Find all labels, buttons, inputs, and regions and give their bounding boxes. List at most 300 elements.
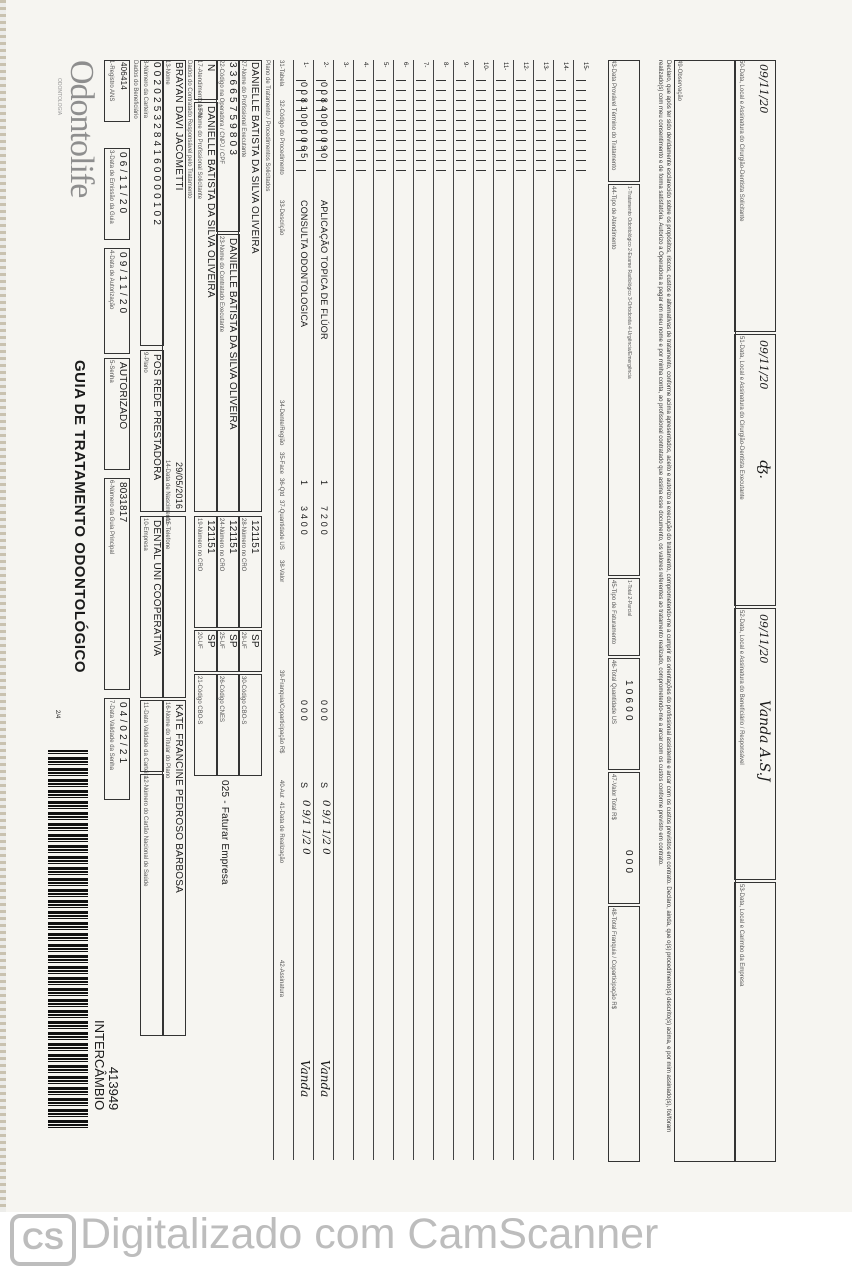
row-number: 1- (302, 62, 308, 68)
cell-divider (436, 150, 446, 151)
sig-cirurgiao-box (734, 60, 776, 332)
data-autorizacao: 0 9 / 1 1 / 2 0 (117, 252, 128, 314)
titular-label: 16-Nome do Titular do Plano (164, 702, 170, 779)
cell-divider (476, 160, 486, 161)
cell-divider (356, 140, 366, 141)
cnes-label: 26-Código CNES (218, 676, 224, 723)
atendimento-rn-box (194, 60, 218, 100)
row-number: 10- (482, 62, 488, 71)
cell-divider (456, 130, 466, 131)
senha-box (104, 358, 130, 470)
row-number: 15- (582, 62, 588, 71)
valor-total-box (608, 772, 640, 904)
cell-divider (376, 120, 386, 121)
cbo-executante-label: 30-Código CBO-S (240, 676, 246, 725)
sig-empresa-label: 53-Data, Local e Carimbo da Empresa (738, 884, 744, 987)
cell-divider (576, 150, 586, 151)
cell-divider (436, 170, 446, 171)
cell-divider (456, 160, 466, 161)
cell-divider (356, 150, 366, 151)
cell-divider (336, 150, 346, 151)
observacao-box (674, 60, 736, 1162)
cell-divider (376, 110, 386, 111)
form-title: GUIA DE TRATAMENTO ODONTOLÓGICO (71, 360, 88, 673)
col-data-realizacao: 41-Data de Realização (278, 802, 284, 864)
sig-executante-box (734, 334, 776, 606)
sig-executante-date: 09/11/20 (757, 340, 770, 390)
total-franquia-label: 48-Total Franquia / Coparticipação R$ (610, 908, 616, 1010)
cell-divider (296, 160, 306, 161)
cell-divider (536, 160, 546, 161)
cro-executante: 121151 (249, 520, 260, 554)
row-number: 11- (502, 62, 508, 71)
table-row (473, 60, 494, 1160)
sig-beneficiario-label: 52-Data, Local e Assinatura do Beneficiário / Responsável (738, 610, 744, 765)
cell-divider (356, 90, 366, 91)
senha-label: 5-Senha (108, 360, 114, 383)
cell-divider (336, 130, 346, 131)
profissional-executante-box (238, 60, 262, 512)
cell-divider (576, 90, 586, 91)
cell-divider (496, 120, 506, 121)
contratado-label: 23-Nome do Contratado Executante (218, 236, 224, 333)
uf-executante: SP (249, 634, 260, 648)
uf-executante-box (238, 630, 262, 672)
data-emissao: 0 6 / 1 1 / 2 0 (117, 152, 128, 214)
cell-divider (576, 80, 586, 81)
row-number: 2- (322, 62, 328, 68)
cro-solicitante-label: 19-Número no CRO (196, 518, 202, 572)
sig-beneficiario-date: 09/11/20 (757, 614, 770, 664)
cell-divider (536, 110, 546, 111)
cell-divider (376, 80, 386, 81)
cell-divider (336, 90, 346, 91)
col-valor: 38-Valor (278, 560, 284, 583)
procedure-franquia: 0 0 0 (299, 700, 309, 722)
sig-cirurgiao-label: 50-Data, Local e Assinatura do Cirurgião-Dentista Solicitante (738, 60, 744, 222)
table-row (293, 60, 314, 1160)
guia-principal-label: 6-Número da Guia Principal (108, 480, 114, 555)
cell-divider (456, 100, 466, 101)
cell-divider (556, 150, 566, 151)
tipo-faturamento-box (608, 578, 640, 656)
row-number: 7- (422, 62, 428, 68)
procedure-code: 0 0 8 1 0 0 0 0 6 5 (299, 82, 309, 159)
registro-ans-label: 1-Registro ANS (108, 60, 114, 102)
col-codigo: 32-Código do Procedimento (278, 100, 284, 175)
cell-divider (576, 110, 586, 111)
plano-label: 9-Plano (142, 352, 148, 373)
guia-principal-box (104, 478, 130, 690)
profissional-executante-label: 27-Nome do Profissional Executante (240, 60, 246, 158)
cell-divider (436, 80, 446, 81)
row-number: 3- (342, 62, 348, 68)
procedures-header (273, 60, 292, 1160)
cell-divider (416, 90, 426, 91)
tipo-atendimento-options: 1-Tratamento Odontológico 2-Exame Radiológico 3-Ortodontia 4-Urgência/Emergência (626, 186, 632, 379)
contratado: DANIELLE BATISTA DA SILVA OLIVEIRA (227, 238, 238, 430)
senha: AUTORIZADO (117, 362, 128, 430)
table-row (413, 60, 434, 1160)
cbo-solicitante-label: 21-Código CBO-S (196, 676, 202, 725)
row-number: 12- (522, 62, 528, 71)
cell-divider (336, 80, 346, 81)
col-tabela: 31-Tabela (278, 60, 284, 87)
cell-divider (316, 80, 326, 81)
cell-divider (576, 160, 586, 161)
cell-divider (376, 170, 386, 171)
cell-divider (416, 110, 426, 111)
cell-divider (376, 140, 386, 141)
uf-contratado-box (216, 630, 240, 672)
cns-box (140, 774, 164, 1036)
profissional-solicitante-box (194, 102, 218, 512)
cell-divider (556, 160, 566, 161)
sig-empresa-box (734, 882, 776, 1162)
procedure-aut: S (319, 782, 329, 789)
total-qtd-us: 1 0 6 0 0 (623, 680, 634, 721)
cell-divider (376, 150, 386, 151)
cell-divider (536, 140, 546, 141)
cell-divider (516, 140, 526, 141)
nascimento: 29/05/2016 (174, 462, 184, 510)
cell-divider (396, 130, 406, 131)
cell-divider (396, 120, 406, 121)
data-autorizacao-label: 4-Data de Autorização (108, 250, 114, 310)
cell-divider (476, 170, 486, 171)
sig-beneficiario-box (734, 608, 776, 880)
cell-divider (556, 120, 566, 121)
declaration-text: Declaro, que após ter sido devidamente esclarecido sobre os propósitos, riscos, custos e alternativas de tratamento, conforme acima apresentados, aceito e autorizo a execução do tratamento, comprometendo-me a cumprir as orientações do profissional assistente e arcar com os custos previstos em contrato. Declaro, ainda, que o(s) procedimento(s) descrito(s) acima, e por mim assinado(s), foi/foram realizado(s) com meu consentimento e de forma satisfatória. Autorizo a Operadora a pagar em meu nome e por minha conta, ao profissional contratado que assina esse documento, os valores referentes ao tratamento realizado, comprometendo-me a arcar com os custos conforme previsto em contrato. (657, 60, 671, 1133)
cell-divider (536, 100, 546, 101)
telefone-box (162, 516, 186, 698)
empresa-box (140, 516, 164, 698)
cell-divider (436, 160, 446, 161)
cell-divider (336, 110, 346, 111)
data-emissao-box (104, 148, 130, 240)
cell-divider (356, 80, 366, 81)
cell-divider (396, 170, 406, 171)
titular-box (162, 700, 186, 1036)
table-row (373, 60, 394, 1160)
procedure-qtd: 1 (299, 480, 309, 486)
cro-contratado: 121151 (227, 520, 238, 554)
row-number: 5- (382, 62, 388, 68)
cell-divider (496, 90, 506, 91)
data-termino-label: 43-Data Provável Término do Tratamento (610, 60, 616, 171)
validade-senha: 0 4 / 0 2 / 2 1 (117, 702, 128, 764)
page-indicator: 2/4 (54, 710, 60, 719)
guide-number (92, 1020, 120, 1110)
cell-divider (356, 160, 366, 161)
validade-carteira-label: 11-Data Validade da Carteira (142, 702, 148, 779)
cell-divider (536, 80, 546, 81)
contratado-box (216, 234, 240, 512)
cell-divider (316, 170, 326, 171)
table-row (353, 60, 374, 1160)
cell-divider (416, 80, 426, 81)
cell-divider (496, 150, 506, 151)
col-franquia: 39-Franquia/Coparticipação R$ (278, 670, 284, 754)
cell-divider (476, 110, 486, 111)
cell-divider (476, 150, 486, 151)
cell-divider (436, 130, 446, 131)
cell-divider (516, 170, 526, 171)
valor-total: 0 0 0 (623, 850, 634, 874)
observacao-label: 49-Observação (676, 60, 682, 102)
validade-senha-label: 7-Data Validade da Senha (108, 700, 114, 770)
plano-tratamento-label: Plano de Tratamento / Procedimentos Solicitados (264, 60, 270, 192)
table-row (513, 60, 534, 1160)
cell-divider (416, 160, 426, 161)
table-row (433, 60, 454, 1160)
data-autorizacao-box (104, 248, 130, 354)
cell-divider (416, 150, 426, 151)
table-row (333, 60, 354, 1160)
cell-divider (556, 90, 566, 91)
titular: KATE FRANCINE PEDROSO BARBOSA (173, 704, 184, 893)
cell-divider (456, 140, 466, 141)
cro-executante-label: 28-Número no CRO (240, 518, 246, 572)
table-row (553, 60, 574, 1160)
dados-beneficiario-label: Dados do Beneficiário (132, 60, 138, 119)
cell-divider (556, 140, 566, 141)
cell-divider (496, 100, 506, 101)
valor-total-label: 47-Valor Total R$ (610, 774, 616, 820)
cell-divider (536, 130, 546, 131)
cell-divider (496, 110, 506, 111)
cro-solicitante-box (194, 516, 218, 628)
atendimento-rn: N (205, 64, 216, 72)
cell-divider (496, 160, 506, 161)
nome-label: 13-Nome (164, 60, 170, 85)
cell-divider (456, 150, 466, 151)
cell-divider (356, 110, 366, 111)
cell-divider (396, 100, 406, 101)
uf-contratado-label: 25-UF (218, 632, 224, 649)
procedure-signature: Vanda (298, 1060, 312, 1098)
cell-divider (556, 100, 566, 101)
cro-executante-box (238, 516, 262, 628)
sig-executante-label: 51-Data, Local e Assinatura do Cirurgião-Dentista Executante (738, 336, 744, 500)
cell-divider (516, 150, 526, 151)
row-number: 9- (462, 62, 468, 68)
profissional-executante: DANIELLE BATISTA DA SILVA OLIVEIRA (249, 62, 260, 254)
cbo-executante-box (238, 674, 262, 776)
camscanner-text: Digitalizado com CamScanner (80, 1210, 659, 1258)
tipo-atendimento-box (608, 184, 640, 576)
total-franquia-box (608, 906, 640, 1162)
row-number: 8- (442, 62, 448, 68)
procedure-date: 0 9/1 1/2 0 (320, 800, 331, 855)
row-number: 14- (562, 62, 568, 71)
cell-divider (516, 100, 526, 101)
camscanner-logo: CS (10, 1214, 76, 1266)
carteira-label: 8-Número da Carteira (142, 60, 148, 119)
cell-divider (556, 130, 566, 131)
cell-divider (376, 130, 386, 131)
cell-divider (576, 100, 586, 101)
validade-senha-box (104, 698, 130, 800)
uf-solicitante-box (194, 630, 218, 672)
guide-type: INTERCÂMBIO (92, 1020, 107, 1111)
cell-divider (396, 110, 406, 111)
total-qtd-us-label: 46-Total Quantidade US (610, 660, 616, 725)
uf-contratado: SP (227, 634, 238, 648)
sig-beneficiario-name: Vanda A.S.J (756, 700, 772, 782)
cell-divider (476, 130, 486, 131)
cns-label: 12-Número do Cartão Nacional de Saúde (142, 776, 148, 887)
cell-divider (476, 100, 486, 101)
faturar-empresa: 025 - Faturar Empresa (219, 780, 230, 885)
cell-divider (396, 140, 406, 141)
cell-divider (436, 140, 446, 141)
cell-divider (336, 120, 346, 121)
cell-divider (336, 170, 346, 171)
procedure-date: 0 9/1 1/2 0 (300, 800, 311, 855)
cell-divider (536, 150, 546, 151)
cell-divider (456, 110, 466, 111)
cell-divider (576, 170, 586, 171)
cell-divider (356, 120, 366, 121)
cell-divider (316, 160, 326, 161)
validade-carteira-box (140, 700, 164, 772)
procedure-description: CONSULTA ODONTOLOGICA (299, 200, 309, 328)
dados-contratado-label: Dados do Contratado Responsável pelo Tratamento (186, 60, 192, 199)
barcode (48, 750, 88, 1130)
tipo-atendimento-label: 44-Tipo de Atendimento (610, 186, 616, 250)
cell-divider (416, 120, 426, 121)
col-qtd: 36-Qtd (278, 478, 284, 497)
cbo-solicitante-box (194, 674, 218, 776)
table-row (533, 60, 554, 1160)
cell-divider (396, 160, 406, 161)
cell-divider (396, 150, 406, 151)
col-face: 35-Face (278, 452, 284, 475)
nome-beneficiario: BRAYAN DAVI JACOMETTI (173, 62, 184, 191)
cell-divider (576, 140, 586, 141)
uf-solicitante-label: 20-UF (196, 632, 202, 649)
telefone-label: 15-Telefone (164, 518, 170, 550)
guide-number-value: 413949 (106, 1066, 121, 1111)
cell-divider (436, 100, 446, 101)
cell-divider (416, 170, 426, 171)
cell-divider (296, 80, 306, 81)
plano: POS REDE PRESTADORA (151, 354, 162, 481)
cell-divider (376, 100, 386, 101)
cro-contratado-box (216, 516, 240, 628)
cell-divider (436, 110, 446, 111)
cell-divider (376, 160, 386, 161)
cell-divider (476, 90, 486, 91)
cell-divider (456, 90, 466, 91)
cell-divider (496, 170, 506, 171)
cell-divider (556, 110, 566, 111)
cell-divider (336, 160, 346, 161)
cell-divider (356, 170, 366, 171)
registro-ans-box (104, 60, 130, 122)
data-termino-box (608, 60, 640, 182)
procedure-code: 0 0 8 4 0 0 0 0 9 0 (319, 82, 329, 159)
cell-divider (416, 130, 426, 131)
tipo-faturamento-label: 45-Tipo de Faturamento (610, 580, 616, 645)
codigo-operadora-label: 22-Código na Operadora / CNPJ / CPF (218, 60, 224, 165)
guia-principal: 8031817 (117, 482, 128, 523)
cell-divider (576, 120, 586, 121)
cell-divider (416, 100, 426, 101)
cell-divider (516, 120, 526, 121)
cell-divider (476, 80, 486, 81)
col-descricao: 33-Descrição (278, 200, 284, 236)
cell-divider (516, 90, 526, 91)
cell-divider (536, 170, 546, 171)
cell-divider (396, 80, 406, 81)
cell-divider (576, 130, 586, 131)
col-assinatura: 42-Assinatura (278, 960, 284, 998)
cro-solicitante: 121151 (205, 520, 216, 554)
carteira: 0 0 2 0 2 5 3 2 8 4 1 6 0 0 0 0 1 0 2 (151, 62, 162, 226)
profissional-solicitante: DANIELLE BATISTA DA SILVA OLIVEIRA (205, 106, 216, 298)
cell-divider (476, 120, 486, 121)
cell-divider (536, 90, 546, 91)
plano-box (140, 350, 164, 512)
cell-divider (556, 80, 566, 81)
odontolife-logo: Odontolife (63, 60, 100, 198)
profissional-solicitante-label: 18-Nome do Profissional Solicitante (196, 104, 202, 200)
registro-ans: 406414 (119, 62, 128, 90)
table-row (393, 60, 414, 1160)
codigo-operadora-box (216, 60, 240, 232)
data-emissao-label: 3-Data de Emissão da Guia (108, 150, 114, 224)
cro-contratado-label: 24-Número no CRO (218, 518, 224, 572)
row-number: 13- (542, 62, 548, 71)
cell-divider (516, 80, 526, 81)
cell-divider (356, 130, 366, 131)
cell-divider (436, 120, 446, 121)
cell-divider (516, 160, 526, 161)
cell-divider (436, 90, 446, 91)
cell-divider (376, 90, 386, 91)
procedures-table (292, 60, 610, 1160)
empresa-label: 10-Empresa (142, 518, 148, 551)
sig-executante-scribble: ʤ. (756, 460, 772, 479)
procedure-qtd: 1 (319, 480, 329, 486)
cell-divider (456, 120, 466, 121)
cell-divider (416, 140, 426, 141)
cell-divider (496, 80, 506, 81)
cell-divider (496, 130, 506, 131)
procedure-signature: Vanda (318, 1060, 332, 1098)
cell-divider (456, 170, 466, 171)
cell-divider (516, 130, 526, 131)
table-row (573, 60, 594, 1160)
col-aut: 40-Aut (278, 780, 284, 798)
col-qtd-us: 37-Quantidade US (278, 500, 284, 550)
cell-divider (496, 140, 506, 141)
cell-divider (516, 110, 526, 111)
procedure-qtd-us: 7 2 0 0 (319, 506, 329, 535)
cell-divider (536, 120, 546, 121)
procedure-aut: S (299, 782, 309, 789)
nome-box (162, 60, 186, 512)
cell-divider (476, 140, 486, 141)
procedure-description: APLICAÇÃO TOPICA DE FLÚOR (319, 200, 329, 340)
cell-divider (296, 170, 306, 171)
uf-solicitante: SP (205, 634, 216, 648)
treatment-guide-form (40, 60, 800, 1168)
col-dente: 34-Dente/Região (278, 400, 284, 446)
tipo-faturamento-options: 1-Total 2-Parcial (626, 580, 632, 617)
